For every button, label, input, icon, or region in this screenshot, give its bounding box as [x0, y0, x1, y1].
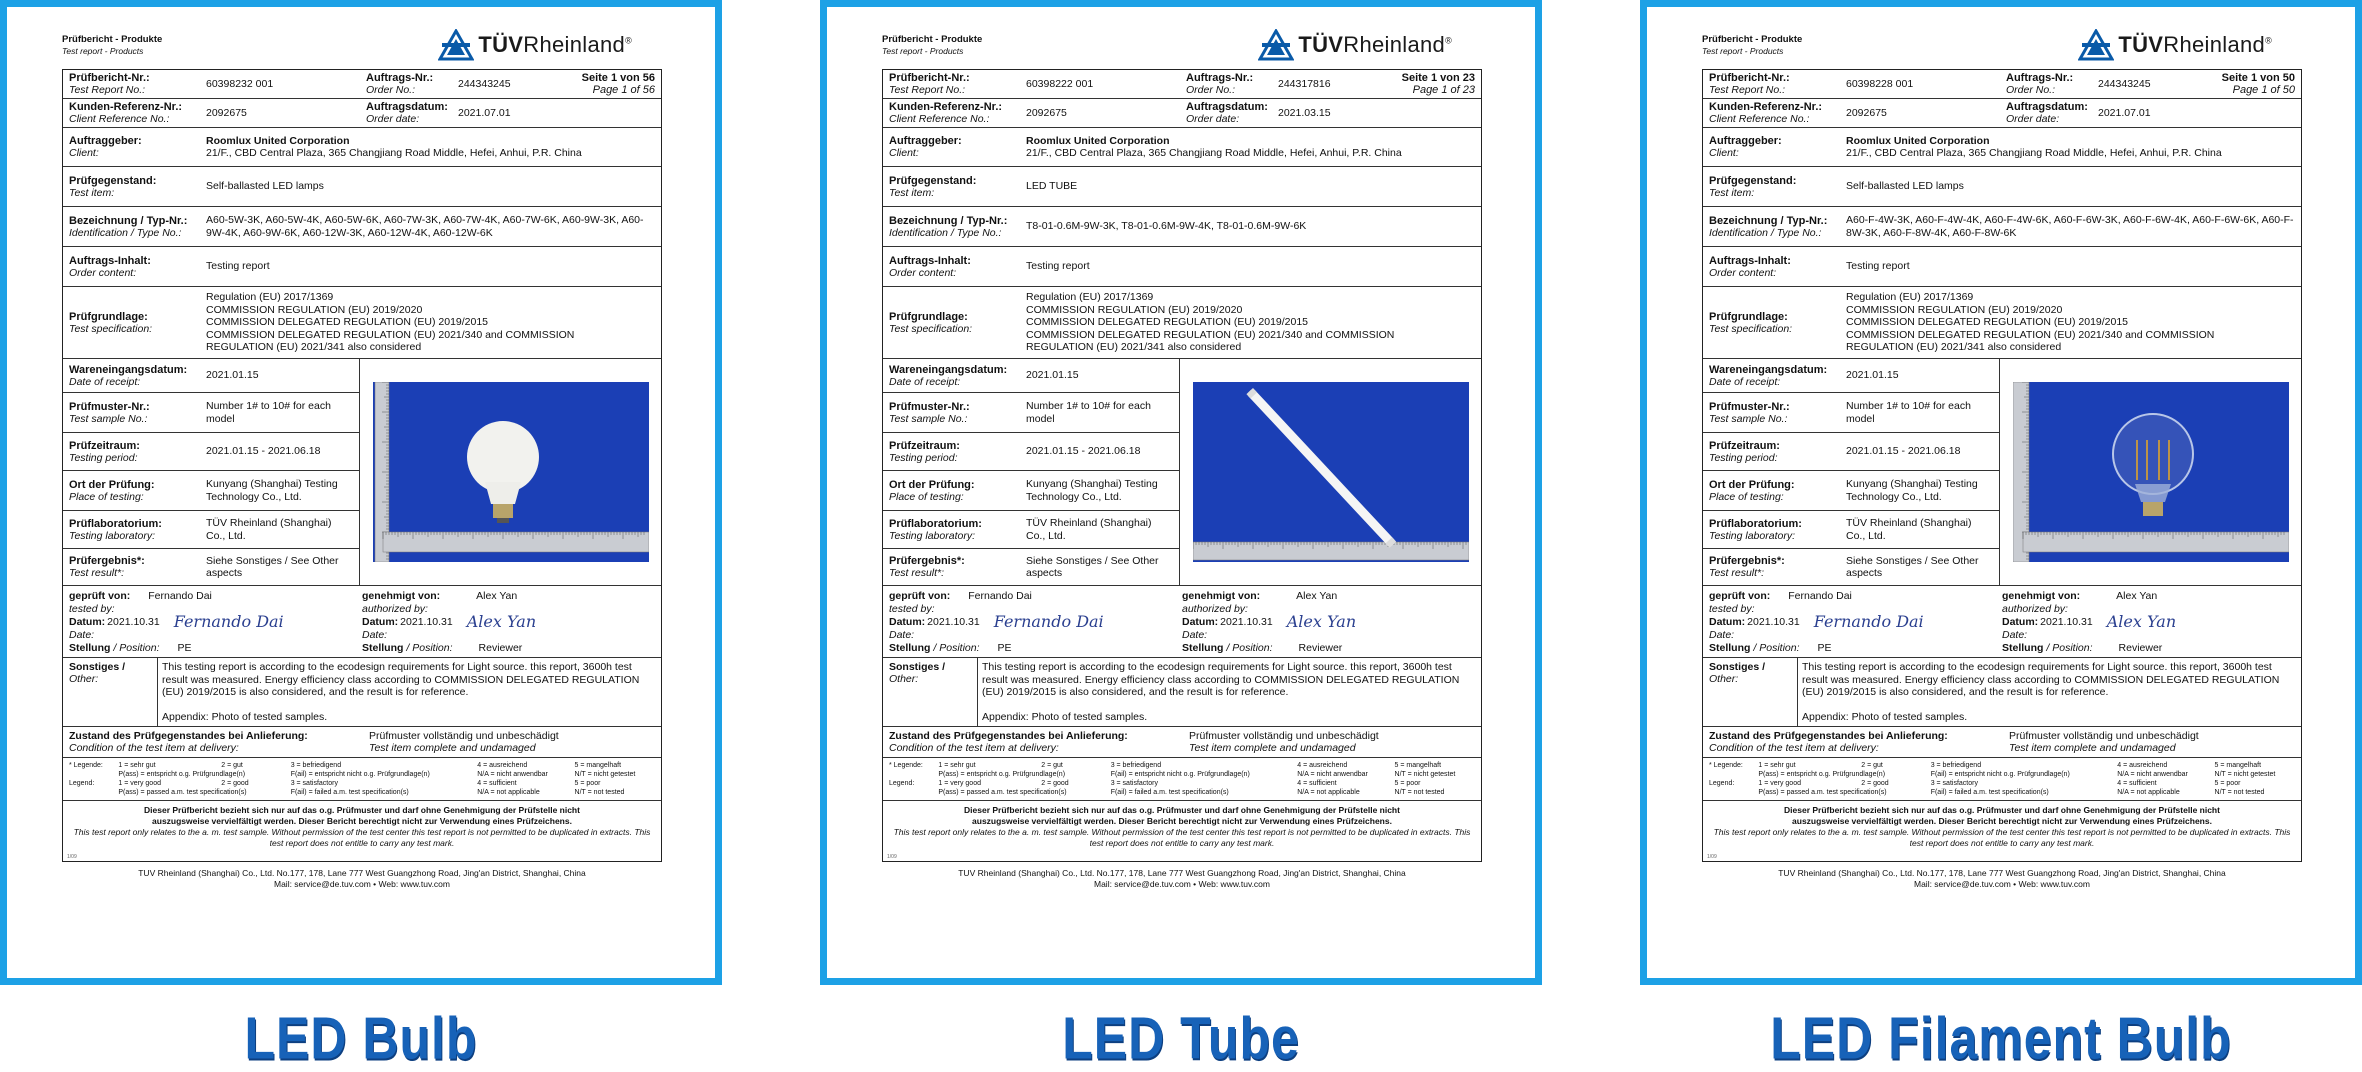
tuv-logo	[1258, 29, 1452, 61]
page-number: Seite 1 von 56 Page 1 of 56	[581, 72, 655, 96]
order-number: 244317816	[1278, 77, 1331, 90]
disclaimer: Dieser Prüfbericht bezieht sich nur auf das o.g. Prüfmuster und darf ohne Genehmigung der Prüfstelle nicht auszugsweise vervielfältigt werden. Dieser Bericht berechtigt nicht zur Verwendung eines Prüfzeichens. This test report only relates to the a. m. test sample. Without permission of the test center this test report is not permitted to be duplicated in extracts. This test report does not entitle to carry any test mark.	[1713, 805, 2291, 848]
other-text: This testing report is according to the ecodesign requirements for Light source. this report, 3600h test result was measured. Energy efficiency class according to COMMISSION DELEGATED REGULATION (EU) 2019/2015 is also considered, and the result is for reference.	[162, 661, 640, 698]
details-and-photo	[883, 359, 1481, 586]
lab-row: Prüflaboratorium: Testing laboratory: TÜV Rheinland (Shanghai) Co., Ltd.	[1703, 511, 1999, 549]
test-specification: Regulation (EU) 2017/1369 COMMISSION REGULATION (EU) 2019/2020 COMMISSION DELEGATED REGULATION (EU) 2019/2015 COMMISSION DELEGATED REGULATION (EU) 2021/340 and COMMISSION REGULATION (EU) 2021/341 also considered	[206, 291, 575, 354]
client-row: Auftraggeber: Client: Roomlux United Corporation 21/F., CBD Central Plaza, 365 Changjiang Road Middle, Hefei, Anhui, P.R. China	[883, 128, 1481, 167]
client-address: 21/F., CBD Central Plaza, 365 Changjiang Road Middle, Hefei, Anhui, P.R. China	[1846, 147, 2222, 159]
test-result: Siehe Sonstiges / See Other aspects	[1026, 554, 1159, 579]
receipt-row: Wareneingangsdatum: Date of receipt: 2021.01.15	[1703, 359, 1999, 393]
report-form	[62, 69, 662, 862]
signature-block: geprüft von: Fernando Dai tested by: Datum: 2021.10.31 Fernando Dai Date: Stellung / Position: PE genehmigt von: Alex Yan authorized by: Datum: 2021.10.31 Alex Yan Date: Stellung / Position: Reviewer	[883, 586, 1481, 658]
form-code: 1/09	[1707, 854, 1717, 860]
tester-name: Fernando Dai	[1788, 589, 1852, 602]
tester-signature: Fernando Dai	[1813, 612, 1924, 631]
tester-name: Fernando Dai	[968, 589, 1032, 602]
ruler	[383, 532, 649, 552]
sample-row: Prüfmuster-Nr.: Test sample No.: Number 1# to 10# for each model	[63, 393, 359, 433]
tester-position: PE	[177, 641, 192, 654]
signature-block: geprüft von: Fernando Dai tested by: Datum: 2021.10.31 Fernando Dai Date: Stellung / Position: PE genehmigt von: Alex Yan authorized by: Datum: 2021.10.31 Alex Yan Date: Stellung / Position: Reviewer	[63, 586, 661, 658]
period-row: Prüfzeitraum: Testing period: 2021.01.15 - 2021.06.18	[1703, 433, 1999, 471]
authorizer-position: Reviewer	[478, 641, 523, 654]
report-footer: TUV Rheinland (Shanghai) Co., Ltd. No.177, 178, Lane 777 West Guangzhong Road, Jing'an District, Shanghai, China Mail: service@de.tuv.com • Web: www.tuv.com	[958, 868, 1406, 889]
tested-date: 2021.10.31	[1747, 615, 1800, 628]
report-header	[62, 29, 662, 63]
bulb-base	[493, 504, 513, 518]
identification: A60-5W-3K, A60-5W-4K, A60-5W-6K, A60-7W-3K, A60-7W-4K, A60-7W-6K, A60-9W-3K, A60-9W-4K, A60-9W-6K, A60-12W-3K, A60-12W-4K, A60-12W-6K	[206, 214, 644, 239]
signature-block: geprüft von: Fernando Dai tested by: Datum: 2021.10.31 Fernando Dai Date: Stellung / Position: PE genehmigt von: Alex Yan authorized by: Datum: 2021.10.31 Alex Yan Date: Stellung / Position: Reviewer	[1703, 586, 2301, 658]
report-number: 60398222 001	[1026, 77, 1094, 90]
testing-period: 2021.01.15 - 2021.06.18	[1026, 445, 1141, 458]
filament-glass	[2113, 414, 2193, 494]
period-row: Prüfzeitraum: Testing period: 2021.01.15 - 2021.06.18	[63, 433, 359, 471]
test-specification: Regulation (EU) 2017/1369 COMMISSION REGULATION (EU) 2019/2020 COMMISSION DELEGATED REGULATION (EU) 2019/2015 COMMISSION DELEGATED REGULATION (EU) 2021/340 and COMMISSION REGULATION (EU) 2021/341 also considered	[1026, 291, 1395, 354]
authorizer-name: Alex Yan	[476, 589, 518, 602]
test-result: Siehe Sonstiges / See Other aspects	[206, 554, 339, 579]
other-aspects: Sonstiges / Other: This testing report is according to the ecodesign requirements for Light source. this report, 3600h test result was measured. Energy efficiency class according to COMMISSION DELEGATED REGULATION (EU) 2019/2015 is also considered, and the result is for reference. Appendix: Photo of tested samples.	[883, 658, 1481, 727]
order-content-row: Auftrags-Inhalt: Order content: Testing report	[63, 247, 661, 287]
receipt-date: 2021.01.15	[206, 369, 259, 382]
report-panel	[820, 0, 1542, 985]
order-number: 244343245	[2098, 77, 2151, 90]
receipt-date: 2021.01.15	[1026, 369, 1079, 382]
authorizer-name: Alex Yan	[2116, 589, 2158, 602]
testing-laboratory: TÜV Rheinland (Shanghai) Co., Ltd.	[1026, 517, 1152, 542]
other-appendix: Appendix: Photo of tested samples.	[982, 710, 1148, 723]
testing-laboratory: TÜV Rheinland (Shanghai) Co., Ltd.	[206, 517, 332, 542]
client-name: Roomlux United Corporation	[1026, 134, 1170, 147]
testing-period: 2021.01.15 - 2021.06.18	[206, 445, 321, 458]
sample-row: Prüfmuster-Nr.: Test sample No.: Number 1# to 10# for each model	[883, 393, 1179, 433]
authorizer-name: Alex Yan	[1296, 589, 1338, 602]
sample-photo-image	[1193, 382, 1469, 562]
header-title: Prüfbericht - Produkte	[62, 34, 163, 45]
legend: * Legende: 1 = sehr gut 2 = gut 3 = befriedigend 4 = ausreichend 5 = mangelhaft P(ass) = entspricht o.g. Prüfgrundlage(n) F(ail) = entspricht nicht o.g. Prüfgrundlage(n) N/A = nicht anwendbar N/T = nicht getestet Legend: 1 = very good 2 = good 3 = satisfactory 4 = sufficient 5 = poor P(ass) = passed a.m. test specification(s) F(ail) = failed a.m. test specification(s) N/A = not applicable N/T = not tested	[1703, 758, 2301, 801]
report-number: 60398232 001	[206, 77, 274, 90]
order-date: 2021.07.01	[2098, 106, 2151, 119]
identification: A60-F-4W-3K, A60-F-4W-4K, A60-F-4W-6K, A60-F-6W-3K, A60-F-6W-4K, A60-F-6W-6K, A60-F-8W-3K, A60-F-8W-4K, A60-F-8W-6K	[1846, 214, 2294, 239]
place-of-testing: Kunyang (Shanghai) Testing Technology Co., Ltd.	[206, 478, 338, 503]
logo-text: TÜVRheinland®	[478, 32, 632, 57]
identification-row: Bezeichnung / Typ-Nr.: Identification / Type No.: A60-F-4W-3K, A60-F-4W-4K, A60-F-4W-6K, A60-F-6W-3K, A60-F-6W-4K, A60-F-6W-6K, A60-F-8W-3K, A60-F-8W-4K, A60-F-8W-6K	[1703, 207, 2301, 247]
other-text: This testing report is according to the ecodesign requirements for Light source. this report, 3600h test result was measured. Energy efficiency class according to COMMISSION DELEGATED REGULATION (EU) 2019/2015 is also considered, and the result is for reference.	[982, 661, 1460, 698]
logo-text: TÜVRheinland®	[2118, 32, 2272, 57]
client-name: Roomlux United Corporation	[206, 134, 350, 147]
disclaimer: Dieser Prüfbericht bezieht sich nur auf das o.g. Prüfmuster und darf ohne Genehmigung der Prüfstelle nicht auszugsweise vervielfältigt werden. Dieser Bericht berechtigt nicht zur Verwendung eines Prüfzeichens. This test report only relates to the a. m. test sample. Without permission of the test center this test report is not permitted to be duplicated in extracts. This test report does not entitle to carry any test mark.	[893, 805, 1471, 848]
testing-laboratory: TÜV Rheinland (Shanghai) Co., Ltd.	[1846, 517, 1972, 542]
client-ref-row: Kunden-Referenz-Nr.: Client Reference No.: 2092675 Auftragsdatum: Order date: 2021.03.15	[883, 99, 1481, 128]
page-number: Seite 1 von 23 Page 1 of 23	[1401, 72, 1475, 96]
tester-signature: Fernando Dai	[993, 612, 1104, 631]
authorized-date: 2021.10.31	[2040, 615, 2093, 628]
client-reference: 2092675	[1846, 106, 1887, 119]
test-item: Self-ballasted LED lamps	[1846, 180, 1964, 193]
receipt-row: Wareneingangsdatum: Date of receipt: 2021.01.15	[63, 359, 359, 393]
client-address: 21/F., CBD Central Plaza, 365 Changjiang Road Middle, Hefei, Anhui, P.R. China	[206, 147, 582, 159]
report-header	[1702, 29, 2302, 63]
test-result: Siehe Sonstiges / See Other aspects	[1846, 554, 1979, 579]
panel-caption: LED Tube	[1062, 1005, 1300, 1072]
client-ref-row: Kunden-Referenz-Nr.: Client Reference No.: 2092675 Auftragsdatum: Order date: 2021.07.01	[1703, 99, 2301, 128]
report-footer: TUV Rheinland (Shanghai) Co., Ltd. No.177, 178, Lane 777 West Guangzhong Road, Jing'an District, Shanghai, China Mail: service@de.tuv.com • Web: www.tuv.com	[138, 868, 586, 889]
condition-row: Zustand des Prüfgegenstandes bei Anlieferung: Condition of the test item at delivery: Prüfmuster vollständig und unbeschädigt Test item complete and undamaged	[883, 727, 1481, 758]
tuv-triangle-icon	[1258, 29, 1294, 61]
header-title: Prüfbericht - Produkte	[1702, 34, 1803, 45]
report-document	[882, 29, 1482, 890]
authorizer-signature: Alex Yan	[466, 612, 537, 631]
tester-signature: Fernando Dai	[173, 612, 284, 631]
client-reference: 2092675	[206, 106, 247, 119]
test-item-row: Prüfgegenstand: Test item: Self-ballasted LED lamps	[1703, 167, 2301, 207]
panel-caption: LED Bulb	[244, 1005, 478, 1072]
sample-photo-image	[2013, 382, 2289, 562]
test-item-row: Prüfgegenstand: Test item: Self-ballasted LED lamps	[63, 167, 661, 207]
other-aspects: Sonstiges / Other: This testing report is according to the ecodesign requirements for Light source. this report, 3600h test result was measured. Energy efficiency class according to COMMISSION DELEGATED REGULATION (EU) 2019/2015 is also considered, and the result is for reference. Appendix: Photo of tested samples.	[63, 658, 661, 727]
period-row: Prüfzeitraum: Testing period: 2021.01.15 - 2021.06.18	[883, 433, 1179, 471]
other-aspects: Sonstiges / Other: This testing report is according to the ecodesign requirements for Light source. this report, 3600h test result was measured. Energy efficiency class according to COMMISSION DELEGATED REGULATION (EU) 2019/2015 is also considered, and the result is for reference. Appendix: Photo of tested samples.	[1703, 658, 2301, 727]
report-number-row: Prüfbericht-Nr.: Test Report No.: 60398232 001 Auftrags-Nr.: Order No.: 244343245 Seite 1 von 56 Page 1 of 56	[63, 70, 661, 99]
panel-caption: LED Filament Bulb	[1770, 1005, 2232, 1072]
place-row: Ort der Prüfung: Place of testing: Kunyang (Shanghai) Testing Technology Co., Ltd.	[63, 471, 359, 511]
test-spec-row: Prüfgrundlage: Test specification: Regulation (EU) 2017/1369 COMMISSION REGULATION (EU) 2019/2020 COMMISSION DELEGATED REGULATION (EU) 2019/2015 COMMISSION DELEGATED REGULATION (EU) 2021/340 and COMMISSION REGULATION (EU) 2021/341 also considered	[883, 287, 1481, 359]
filament-base	[2143, 502, 2163, 516]
led-tube	[1246, 388, 1396, 548]
identification-row: Bezeichnung / Typ-Nr.: Identification / Type No.: T8-01-0.6M-9W-3K, T8-01-0.6M-9W-4K, T8-01-0.6M-9W-6K	[883, 207, 1481, 247]
legend: * Legende: 1 = sehr gut 2 = gut 3 = befriedigend 4 = ausreichend 5 = mangelhaft P(ass) = entspricht o.g. Prüfgrundlage(n) F(ail) = entspricht nicht o.g. Prüfgrundlage(n) N/A = nicht anwendbar N/T = nicht getestet Legend: 1 = very good 2 = good 3 = satisfactory 4 = sufficient 5 = poor P(ass) = passed a.m. test specification(s) F(ail) = failed a.m. test specification(s) N/A = not applicable N/T = not tested	[883, 758, 1481, 801]
sample-number: Number 1# to 10# for each model	[206, 400, 331, 425]
test-spec-row: Prüfgrundlage: Test specification: Regulation (EU) 2017/1369 COMMISSION REGULATION (EU) 2019/2020 COMMISSION DELEGATED REGULATION (EU) 2019/2015 COMMISSION DELEGATED REGULATION (EU) 2021/340 and COMMISSION REGULATION (EU) 2021/341 also considered	[63, 287, 661, 359]
tuv-triangle-icon	[2078, 29, 2114, 61]
report-number-row: Prüfbericht-Nr.: Test Report No.: 60398228 001 Auftrags-Nr.: Order No.: 244343245 Seite 1 von 50 Page 1 of 50	[1703, 70, 2301, 99]
sample-photo-image	[373, 382, 649, 562]
report-form	[882, 69, 1482, 862]
authorized-date: 2021.10.31	[1220, 615, 1273, 628]
client-ref-row: Kunden-Referenz-Nr.: Client Reference No.: 2092675 Auftragsdatum: Order date: 2021.07.01	[63, 99, 661, 128]
authorizer-signature: Alex Yan	[2106, 612, 2177, 631]
report-header	[882, 29, 1482, 63]
logo-text: TÜVRheinland®	[1298, 32, 1452, 57]
sample-number: Number 1# to 10# for each model	[1026, 400, 1151, 425]
tested-date: 2021.10.31	[927, 615, 980, 628]
sample-number: Number 1# to 10# for each model	[1846, 400, 1971, 425]
client-row: Auftraggeber: Client: Roomlux United Corporation 21/F., CBD Central Plaza, 365 Changjiang Road Middle, Hefei, Anhui, P.R. China	[1703, 128, 2301, 167]
tuv-logo	[438, 29, 632, 61]
authorizer-signature: Alex Yan	[1286, 612, 1357, 631]
order-content: Testing report	[206, 260, 270, 273]
sample-photo	[2013, 382, 2289, 562]
page-number: Seite 1 von 50 Page 1 of 50	[2221, 72, 2295, 96]
tested-date: 2021.10.31	[107, 615, 160, 628]
place-row: Ort der Prüfung: Place of testing: Kunyang (Shanghai) Testing Technology Co., Ltd.	[883, 471, 1179, 511]
ruler	[2023, 532, 2289, 552]
other-text: This testing report is according to the ecodesign requirements for Light source. this report, 3600h test result was measured. Energy efficiency class according to COMMISSION DELEGATED REGULATION (EU) 2019/2015 is also considered, and the result is for reference.	[1802, 661, 2280, 698]
order-content: Testing report	[1026, 260, 1090, 273]
client-address: 21/F., CBD Central Plaza, 365 Changjiang Road Middle, Hefei, Anhui, P.R. China	[1026, 147, 1402, 159]
test-item: Self-ballasted LED lamps	[206, 180, 324, 193]
test-item-row: Prüfgegenstand: Test item: LED TUBE	[883, 167, 1481, 207]
identification: T8-01-0.6M-9W-3K, T8-01-0.6M-9W-4K, T8-01-0.6M-9W-6K	[1026, 220, 1307, 233]
client-name: Roomlux United Corporation	[1846, 134, 1990, 147]
bulb-neck	[485, 482, 521, 504]
header-subtitle: Test report - Products	[882, 46, 964, 56]
order-content-row: Auftrags-Inhalt: Order content: Testing report	[1703, 247, 2301, 287]
test-spec-row: Prüfgrundlage: Test specification: Regulation (EU) 2017/1369 COMMISSION REGULATION (EU) 2019/2020 COMMISSION DELEGATED REGULATION (EU) 2019/2015 COMMISSION DELEGATED REGULATION (EU) 2021/340 and COMMISSION REGULATION (EU) 2021/341 also considered	[1703, 287, 2301, 359]
test-specification: Regulation (EU) 2017/1369 COMMISSION REGULATION (EU) 2019/2020 COMMISSION DELEGATED REGULATION (EU) 2019/2015 COMMISSION DELEGATED REGULATION (EU) 2021/340 and COMMISSION REGULATION (EU) 2021/341 also considered	[1846, 291, 2215, 354]
tuv-triangle-icon	[438, 29, 474, 61]
sample-photo	[1193, 382, 1469, 562]
details-and-photo	[63, 359, 661, 586]
header-title: Prüfbericht - Produkte	[882, 34, 983, 45]
receipt-row: Wareneingangsdatum: Date of receipt: 2021.01.15	[883, 359, 1179, 393]
result-row: Prüfergebnis*: Test result*: Siehe Sonstiges / See Other aspects	[883, 549, 1179, 585]
receipt-date: 2021.01.15	[1846, 369, 1899, 382]
order-content: Testing report	[1846, 260, 1910, 273]
place-of-testing: Kunyang (Shanghai) Testing Technology Co., Ltd.	[1026, 478, 1158, 503]
tester-position: PE	[1817, 641, 1832, 654]
lab-row: Prüflaboratorium: Testing laboratory: TÜV Rheinland (Shanghai) Co., Ltd.	[63, 511, 359, 549]
lab-row: Prüflaboratorium: Testing laboratory: TÜV Rheinland (Shanghai) Co., Ltd.	[883, 511, 1179, 549]
report-form	[1702, 69, 2302, 862]
client-row: Auftraggeber: Client: Roomlux United Corporation 21/F., CBD Central Plaza, 365 Changjiang Road Middle, Hefei, Anhui, P.R. China	[63, 128, 661, 167]
other-appendix: Appendix: Photo of tested samples.	[1802, 710, 1968, 723]
identification-row: Bezeichnung / Typ-Nr.: Identification / Type No.: A60-5W-3K, A60-5W-4K, A60-5W-6K, A60-7W-3K, A60-7W-4K, A60-7W-6K, A60-9W-3K, A60-9W-4K, A60-9W-6K, A60-12W-3K, A60-12W-4K, A60-12W-6K	[63, 207, 661, 247]
report-panel	[0, 0, 722, 985]
sample-photo	[373, 382, 649, 562]
authorizer-position: Reviewer	[2118, 641, 2163, 654]
report-footer: TUV Rheinland (Shanghai) Co., Ltd. No.177, 178, Lane 777 West Guangzhong Road, Jing'an District, Shanghai, China Mail: service@de.tuv.com • Web: www.tuv.com	[1778, 868, 2226, 889]
report-panel	[1640, 0, 2362, 985]
result-row: Prüfergebnis*: Test result*: Siehe Sonstiges / See Other aspects	[63, 549, 359, 585]
other-appendix: Appendix: Photo of tested samples.	[162, 710, 328, 723]
order-date: 2021.03.15	[1278, 106, 1331, 119]
report-document	[1702, 29, 2302, 890]
report-number: 60398228 001	[1846, 77, 1914, 90]
header-subtitle: Test report - Products	[1702, 46, 1784, 56]
form-code: 1/09	[887, 854, 897, 860]
report-document	[62, 29, 662, 890]
testing-period: 2021.01.15 - 2021.06.18	[1846, 445, 1961, 458]
order-content-row: Auftrags-Inhalt: Order content: Testing report	[883, 247, 1481, 287]
tester-name: Fernando Dai	[148, 589, 212, 602]
condition-row: Zustand des Prüfgegenstandes bei Anlieferung: Condition of the test item at delivery: Prüfmuster vollständig und unbeschädigt Test item complete and undamaged	[1703, 727, 2301, 758]
place-row: Ort der Prüfung: Place of testing: Kunyang (Shanghai) Testing Technology Co., Ltd.	[1703, 471, 1999, 511]
header-subtitle: Test report - Products	[62, 46, 144, 56]
form-code: 1/09	[67, 854, 77, 860]
authorizer-position: Reviewer	[1298, 641, 1343, 654]
legend: * Legende: 1 = sehr gut 2 = gut 3 = befriedigend 4 = ausreichend 5 = mangelhaft P(ass) = entspricht o.g. Prüfgrundlage(n) F(ail) = entspricht nicht o.g. Prüfgrundlage(n) N/A = nicht anwendbar N/T = nicht getestet Legend: 1 = very good 2 = good 3 = satisfactory 4 = sufficient 5 = poor P(ass) = passed a.m. test specification(s) F(ail) = failed a.m. test specification(s) N/A = not applicable N/T = not tested	[63, 758, 661, 801]
result-row: Prüfergebnis*: Test result*: Siehe Sonstiges / See Other aspects	[1703, 549, 1999, 585]
test-item: LED TUBE	[1026, 180, 1078, 193]
order-date: 2021.07.01	[458, 106, 511, 119]
order-number: 244343245	[458, 77, 511, 90]
authorized-date: 2021.10.31	[400, 615, 453, 628]
place-of-testing: Kunyang (Shanghai) Testing Technology Co., Ltd.	[1846, 478, 1978, 503]
tuv-logo	[2078, 29, 2272, 61]
details-and-photo	[1703, 359, 2301, 586]
client-reference: 2092675	[1026, 106, 1067, 119]
tester-position: PE	[997, 641, 1012, 654]
condition-row: Zustand des Prüfgegenstandes bei Anlieferung: Condition of the test item at delivery: Prüfmuster vollständig und unbeschädigt Test item complete and undamaged	[63, 727, 661, 758]
report-number-row: Prüfbericht-Nr.: Test Report No.: 60398222 001 Auftrags-Nr.: Order No.: 244317816 Seite 1 von 23 Page 1 of 23	[883, 70, 1481, 99]
sample-row: Prüfmuster-Nr.: Test sample No.: Number 1# to 10# for each model	[1703, 393, 1999, 433]
disclaimer: Dieser Prüfbericht bezieht sich nur auf das o.g. Prüfmuster und darf ohne Genehmigung der Prüfstelle nicht auszugsweise vervielfältigt werden. Dieser Bericht berechtigt nicht zur Verwendung eines Prüfzeichens. This test report only relates to the a. m. test sample. Without permission of the test center this test report is not permitted to be duplicated in extracts. This test report does not entitle to carry any test mark.	[73, 805, 651, 848]
